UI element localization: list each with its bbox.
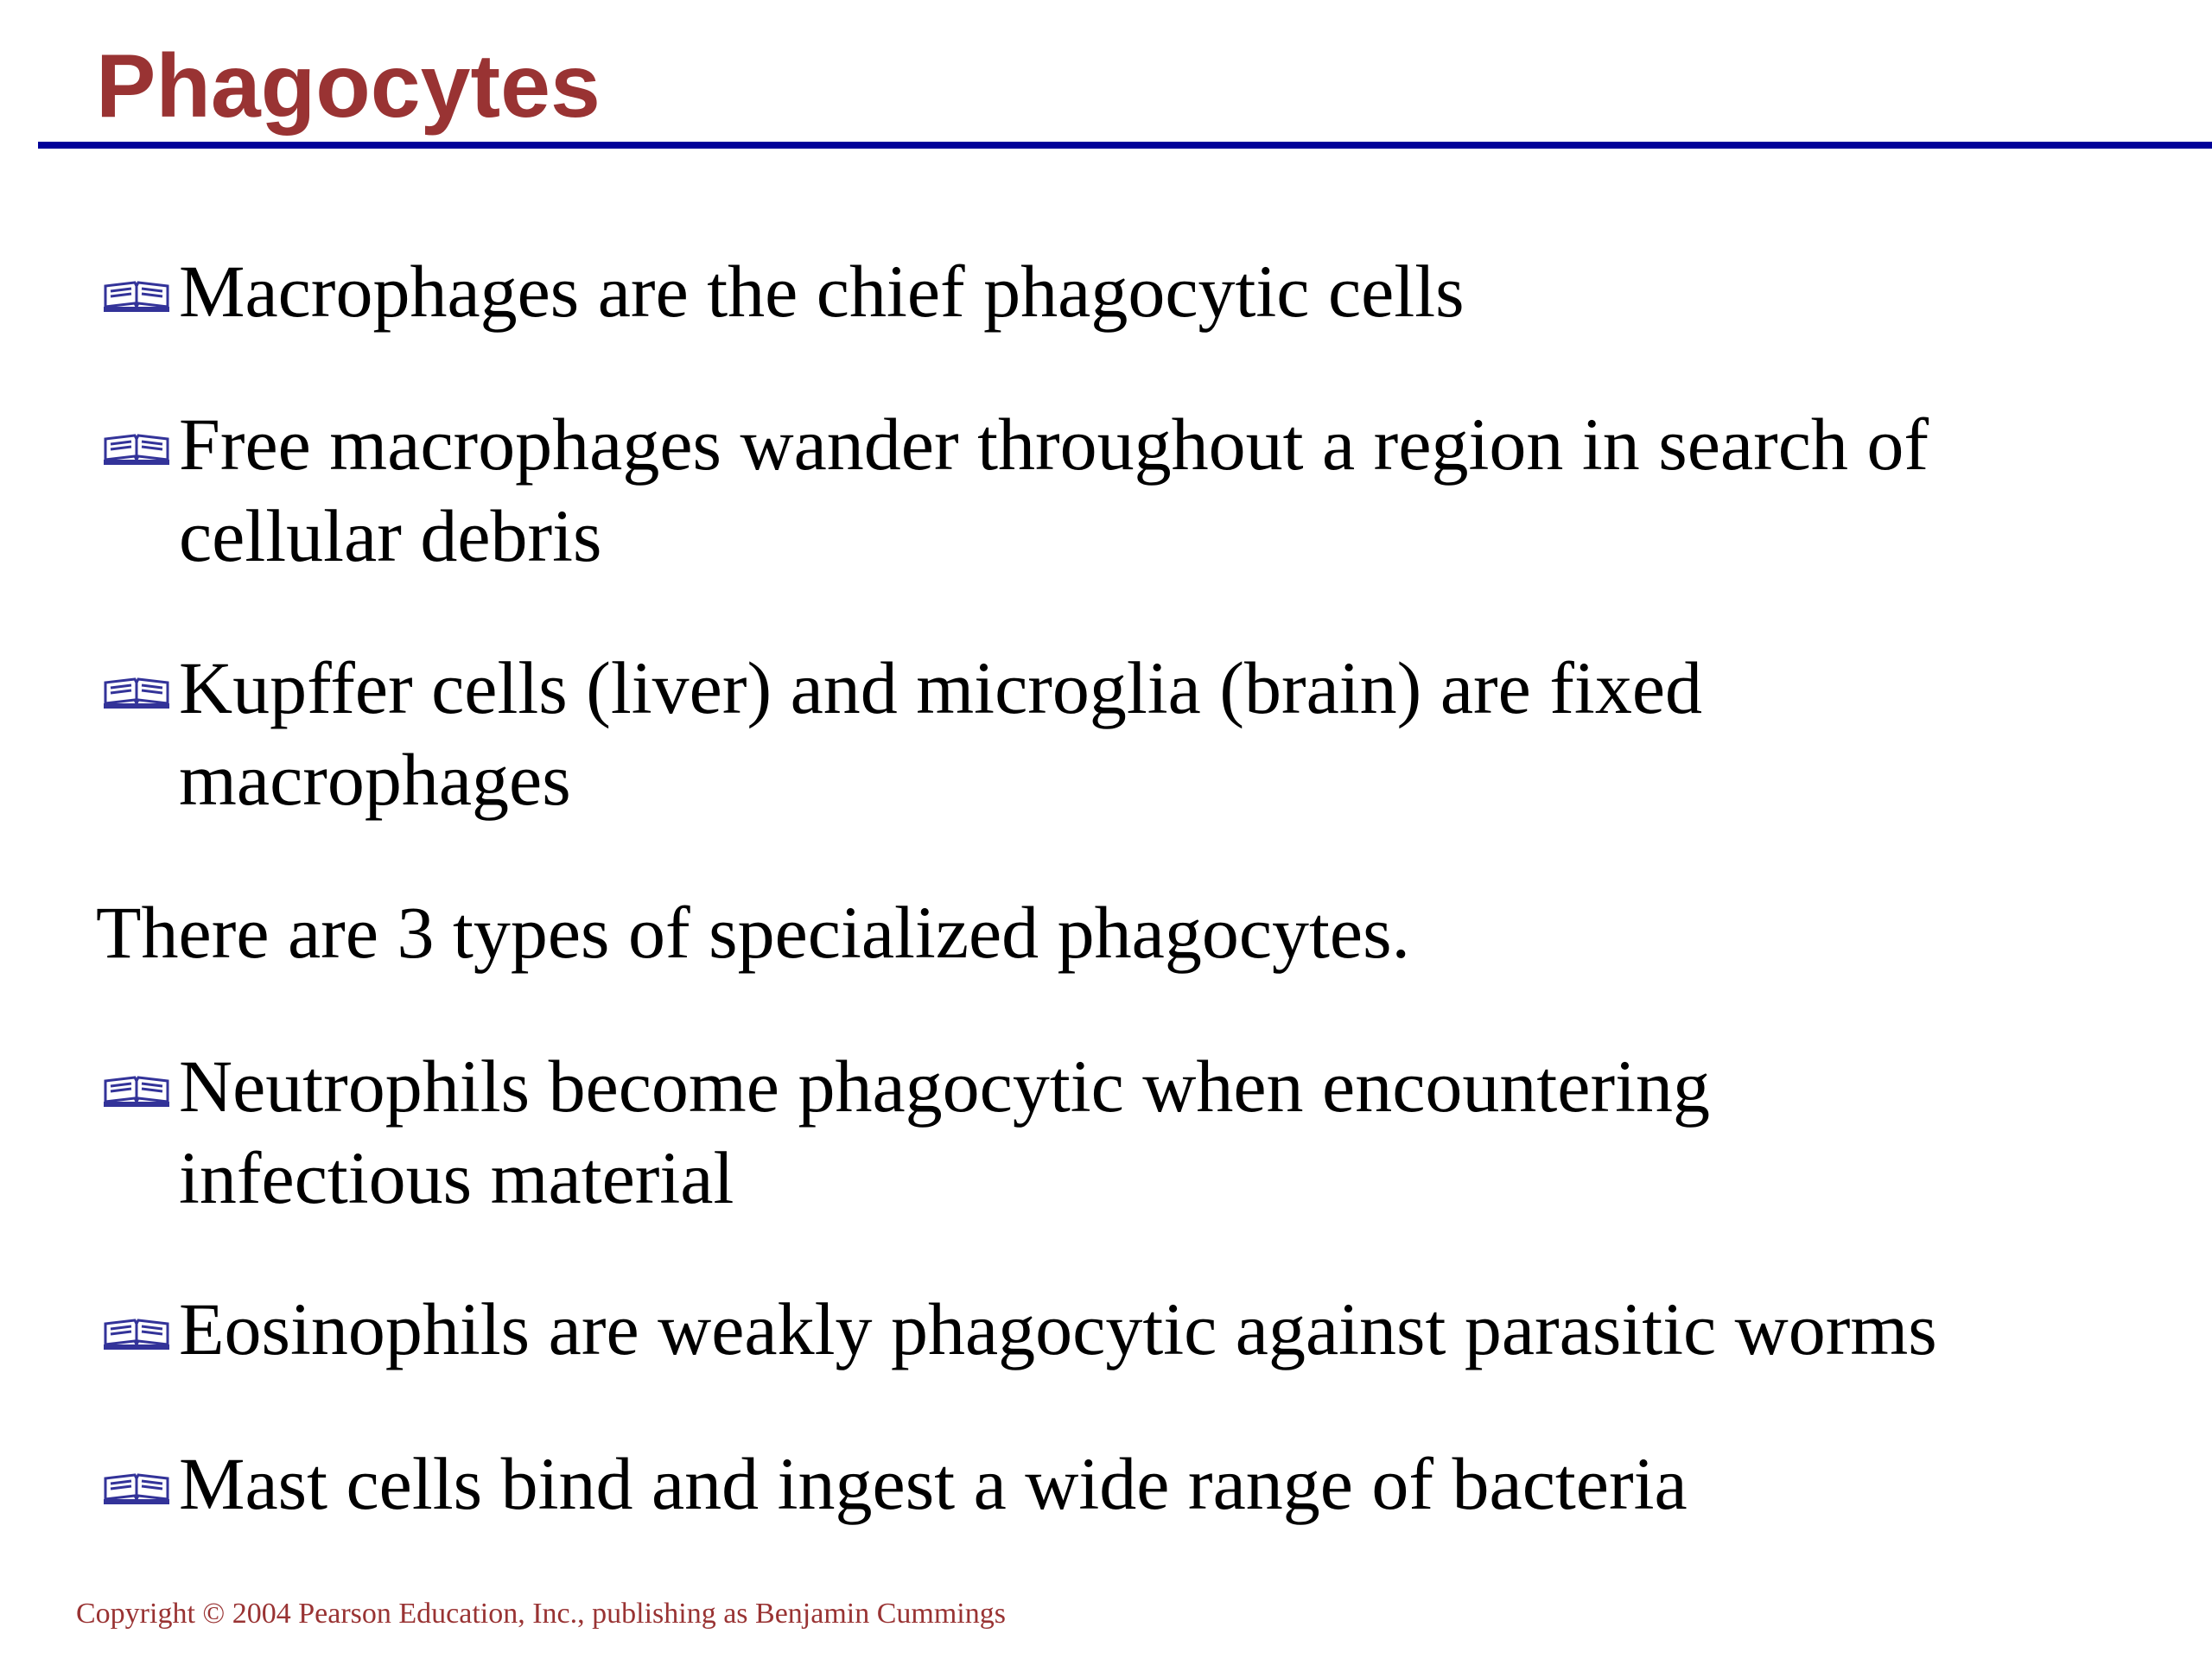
- bullet-item: [102, 642, 2124, 825]
- bullet-item: [102, 1283, 2124, 1375]
- copyright-footer: Copyright © 2004 Pearson Education, Inc., publishing as Benjamin Cummings: [76, 1598, 1006, 1630]
- bullet-item: [102, 398, 2124, 582]
- bullet-text: Neutrophils become phagocytic when encountering infectious material: [179, 1045, 1710, 1219]
- open-book-icon: [102, 1466, 171, 1506]
- bullet-text: Macrophages are the chief phagocytic cells: [179, 250, 1465, 333]
- open-book-icon: [102, 671, 171, 710]
- title-underline: [38, 142, 2212, 149]
- bullet-text: Eosinophils are weakly phagocytic against parasitic worms: [179, 1287, 1937, 1370]
- open-book-icon: [102, 274, 171, 314]
- open-book-icon: [102, 427, 171, 467]
- bullet-text: Kupffer cells (liver) and microglia (brain) are fixed macrophages: [179, 646, 1702, 821]
- open-book-icon: [102, 1069, 171, 1109]
- bullet-item: [102, 245, 2124, 337]
- intro-line: There are 3 types of specialized phagocytes.: [96, 891, 1411, 974]
- bullet-text: Free macrophages wander throughout a region in search of cellular debris: [179, 403, 1929, 577]
- open-book-icon: [102, 1312, 171, 1351]
- bullet-item: [102, 1438, 2124, 1529]
- bullet-item: [102, 1040, 2124, 1224]
- bullet-text: Mast cells bind and ingest a wide range of bacteria: [179, 1442, 1688, 1525]
- slide-title: Phagocytes: [96, 36, 601, 137]
